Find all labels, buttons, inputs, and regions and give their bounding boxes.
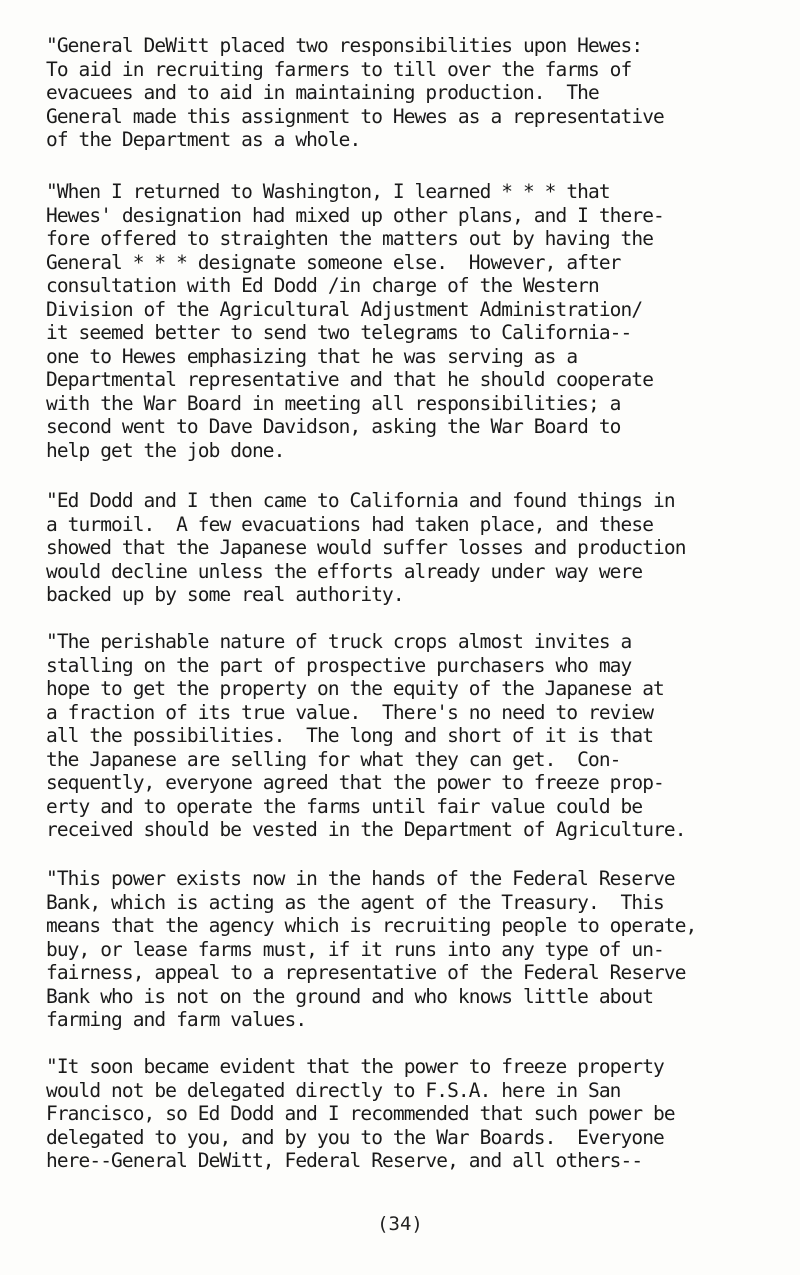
- text-line: fore offered to straighten the matters out by having the: [46, 227, 654, 250]
- text-line: one to Hewes emphasizing that he was serving as a: [46, 344, 578, 368]
- paragraph-5: [46, 867, 786, 1032]
- text-line: means that the agency which is recruiting people to operate,: [46, 914, 697, 937]
- text-line: Division of the Agricultural Adjustment Administration/: [46, 297, 643, 321]
- text-line: consultation with Ed Dodd /in charge of the Western: [46, 274, 599, 297]
- text-line: Bank who is not on the ground and who knows little about: [46, 984, 654, 1008]
- text-line: Departmental representative and that he should cooperate: [46, 368, 654, 391]
- text-line: General made this assignment to Hewes as a representative: [46, 104, 664, 128]
- text-line: "It soon became evident that the power to freeze property: [46, 1055, 664, 1078]
- paragraph-2: [46, 180, 786, 462]
- text-line: "The perishable nature of truck crops almost invites a: [46, 630, 632, 653]
- text-line: the Japanese are selling for what they can get. Con-: [46, 747, 621, 771]
- text-line: General * * * designate someone else. However, after: [46, 250, 621, 274]
- text-line: a fraction of its true value. There's no need to review: [46, 700, 654, 724]
- text-line: with the War Board in meeting all responsibilities; a: [46, 391, 621, 415]
- text-line: would decline unless the efforts already under way were: [46, 559, 643, 583]
- text-line: it seemed better to send two telegrams to California--: [46, 321, 632, 344]
- text-line: a turmoil. A few evacuations had taken place, and these: [46, 512, 654, 536]
- text-line: second went to Dave Davidson, asking the War Board to: [46, 415, 621, 438]
- text-line: To aid in recruiting farmers to till over the farms of: [46, 57, 632, 81]
- text-line: "Ed Dodd and I then came to California and found things in: [46, 489, 675, 512]
- text-line: all the possibilities. The long and short of it is that: [46, 724, 654, 747]
- paragraph-4: [46, 630, 786, 842]
- text-line: received should be vested in the Department of Agriculture.: [46, 818, 686, 841]
- text-line: Francisco, so Ed Dodd and I recommended that such power be: [46, 1102, 675, 1125]
- text-line: evacuees and to aid in maintaining production. The: [46, 81, 599, 104]
- text-line: stalling on the part of prospective purchasers who may: [46, 653, 632, 677]
- text-line: hope to get the property on the equity of the Japanese at: [46, 677, 664, 700]
- text-line: "General DeWitt placed two responsibilities upon Hewes:: [46, 34, 643, 57]
- text-line: "When I returned to Washington, I learned * * * that: [46, 180, 610, 203]
- text-line: would not be delegated directly to F.S.A. here in San: [46, 1078, 621, 1102]
- text-line: delegated to you, and by you to the War Boards. Everyone: [46, 1125, 664, 1149]
- text-line: sequently, everyone agreed that the power to freeze prop-: [46, 771, 664, 794]
- text-line: buy, or lease farms must, if it runs into any type of un-: [46, 937, 664, 961]
- text-line: showed that the Japanese would suffer losses and production: [46, 536, 686, 559]
- text-line: Bank, which is acting as the agent of the Treasury. This: [46, 890, 664, 914]
- paragraph-1: [46, 34, 786, 152]
- paragraph-6: [46, 1055, 786, 1173]
- paragraph-3: [46, 489, 786, 607]
- text-line: erty and to operate the farms until fair value could be: [46, 794, 643, 818]
- text-line: Hewes' designation had mixed up other plans, and I there-: [46, 203, 664, 227]
- page-number: (34): [377, 1213, 423, 1235]
- text-line: help get the job done.: [46, 438, 285, 462]
- text-line: farming and farm values.: [46, 1008, 307, 1031]
- text-line: "This power exists now in the hands of the Federal Reserve: [46, 867, 675, 890]
- text-line: here--General DeWitt, Federal Reserve, and all others--: [46, 1149, 643, 1172]
- text-line: backed up by some real authority.: [46, 583, 404, 606]
- text-line: of the Department as a whole.: [46, 128, 361, 151]
- text-line: fairness, appeal to a representative of the Federal Reserve: [46, 961, 686, 984]
